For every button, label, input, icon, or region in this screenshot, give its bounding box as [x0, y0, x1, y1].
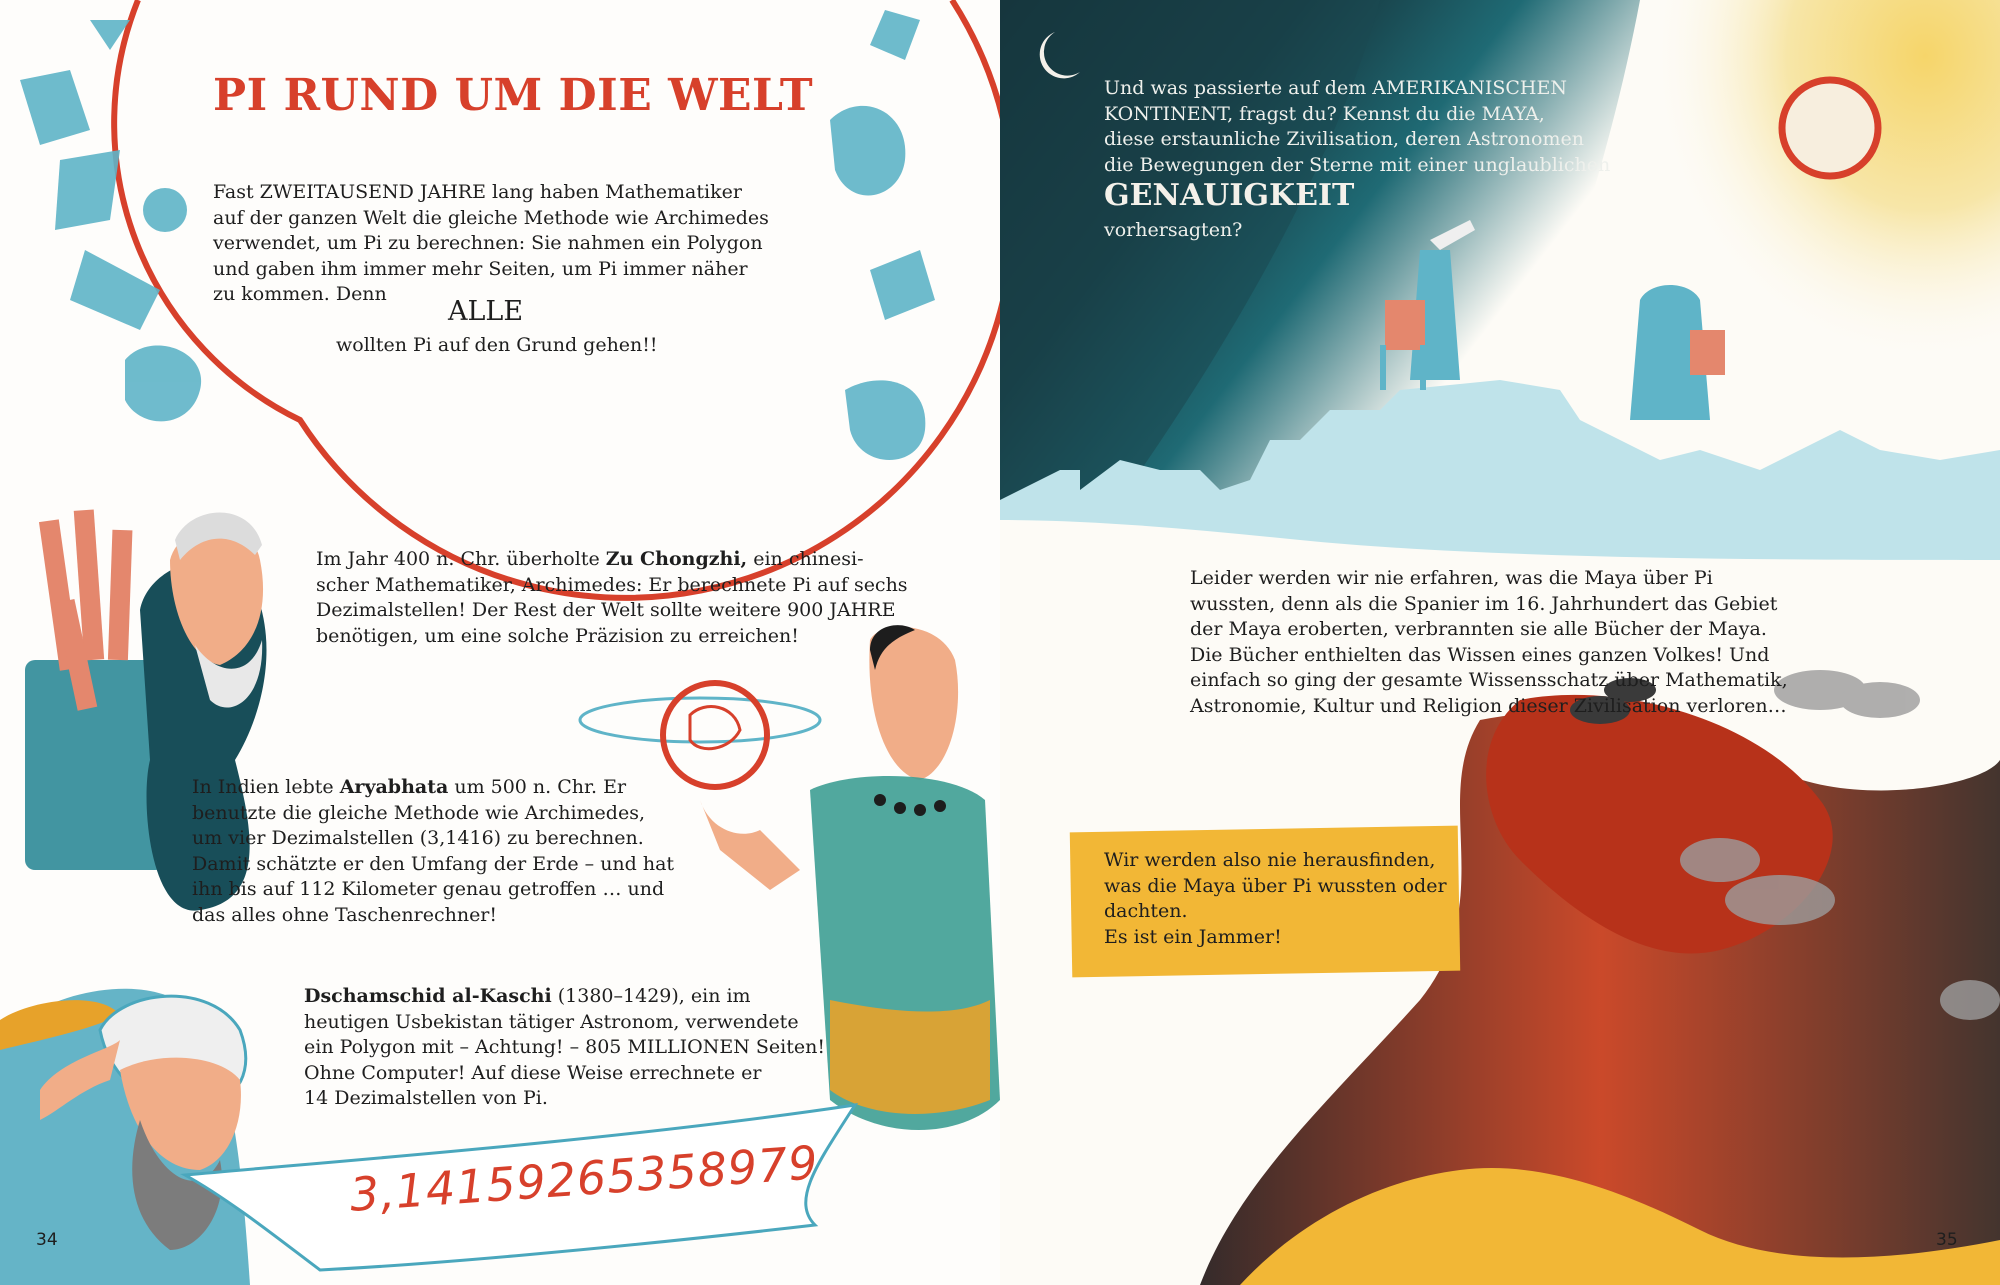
zu-name: Zu Chongzhi, [605, 548, 748, 570]
burning-books-illustration [1200, 670, 2000, 1285]
right-page [1000, 0, 2000, 1285]
arya-text: benutzte die gleiche Methode wie Archimedes, [192, 801, 645, 824]
spanier-line: einfach so ging der gesamte Wissensschatz über Mathematik, [1190, 669, 1788, 691]
spanier-line: Die Bücher enthielten das Wissen eines ganzen Volkes! Und [1190, 643, 1770, 666]
callout-text [1104, 848, 1447, 950]
spanier-line: Astronomie, Kultur und Religion dieser Zivilisation verloren… [1190, 694, 1787, 717]
zu-text: benötigen, um eine solche Präzision zu erreichen! [316, 624, 799, 647]
intro-line: auf der ganzen Welt die gleiche Methode wie Archimedes [213, 206, 769, 229]
kaschi-name: Dschamschid al-Kaschi [304, 985, 552, 1007]
al-kaschi-paragraph [304, 984, 825, 1112]
intro-paragraph [213, 180, 769, 308]
page-number-left: 34 [36, 1230, 58, 1250]
spanier-line: der Maya eroberten, verbrannten sie alle Bücher der Maya. [1190, 618, 1767, 640]
kaschi-text: heutigen Usbekistan tätiger Astronom, verwendete [304, 1010, 799, 1033]
spanier-paragraph [1190, 566, 1788, 719]
intro-emphasis: ALLE [448, 296, 524, 327]
spanier-line: wussten, denn als die Spanier im 16. Jahrhundert das Gebiet [1190, 592, 1778, 615]
arya-text: Damit schätzte er den Umfang der Erde – und hat [192, 852, 675, 875]
page-number-right: 35 [1936, 1230, 1958, 1250]
arya-name: Aryabhata [339, 776, 449, 798]
maya-emphasis: GENAUIGKEIT [1104, 178, 1355, 213]
callout-line: Es ist ein Jammer! [1104, 925, 1282, 948]
maya-paragraph [1104, 76, 1610, 178]
arya-text: ihn bis auf 112 Kilometer genau getroffen … und [192, 878, 665, 900]
callout-line: was die Maya über Pi wussten oder [1104, 874, 1447, 897]
intro-line: verwendet, um Pi zu berechnen: Sie nahmen ein Polygon [213, 232, 763, 254]
zu-text: ein chinesi- [747, 548, 864, 570]
maya-line: KONTINENT, fragst du? Kennst du die MAYA, [1104, 102, 1545, 125]
arya-text: das alles ohne Taschenrechner! [192, 903, 498, 926]
zu-text: Im Jahr 400 n. Chr. überholte [316, 548, 606, 570]
maya-end: vorhersagten? [1104, 219, 1243, 241]
aryabhata-paragraph [192, 775, 674, 928]
kaschi-text: ein Polygon mit – Achtung! – 805 MILLIONEN Seiten! [304, 1036, 825, 1058]
page-title: PI RUND UM DIE WELT [213, 70, 814, 121]
arya-text: um 500 n. Chr. Er [448, 776, 627, 798]
zu-text: Dezimalstellen! Der Rest der Welt sollte weitere 900 JAHRE [316, 599, 896, 621]
arya-text: In Indien lebte [192, 776, 340, 798]
arya-text: um vier Dezimalstellen (3,1416) zu berechnen. [192, 827, 644, 849]
callout-line: Wir werden also nie herausfinden, [1104, 849, 1436, 871]
spanier-line: Leider werden wir nie erfahren, was die Maya über Pi [1190, 567, 1713, 589]
maya-line: diese erstaunliche Zivilisation, deren Astronomen [1104, 128, 1584, 150]
zu-text: scher Mathematiker, Archimedes: Er berechnete Pi auf sechs [316, 573, 908, 596]
sun [1782, 80, 1878, 176]
intro-line: und gaben ihm immer mehr Seiten, um Pi immer näher [213, 257, 748, 280]
kaschi-text: 14 Dezimalstellen von Pi. [304, 1087, 548, 1109]
kaschi-text: (1380–1429), ein im [551, 985, 751, 1007]
kaschi-text: Ohne Computer! Auf diese Weise errechnete er [304, 1061, 762, 1084]
pi-digits: 3,14159265358979 [348, 1135, 821, 1222]
intro-end: wollten Pi auf den Grund gehen!! [336, 334, 658, 356]
zu-chongzhi-paragraph [316, 547, 908, 649]
maya-line: Und was passierte auf dem AMERIKANISCHEN [1104, 77, 1567, 99]
intro-line: zu kommen. Denn [213, 283, 387, 305]
callout-line: dachten. [1104, 900, 1188, 922]
intro-line: Fast ZWEITAUSEND JAHRE lang haben Mathematiker [213, 181, 742, 203]
maya-line: die Bewegungen der Sterne mit einer unglaublichen [1104, 153, 1611, 176]
